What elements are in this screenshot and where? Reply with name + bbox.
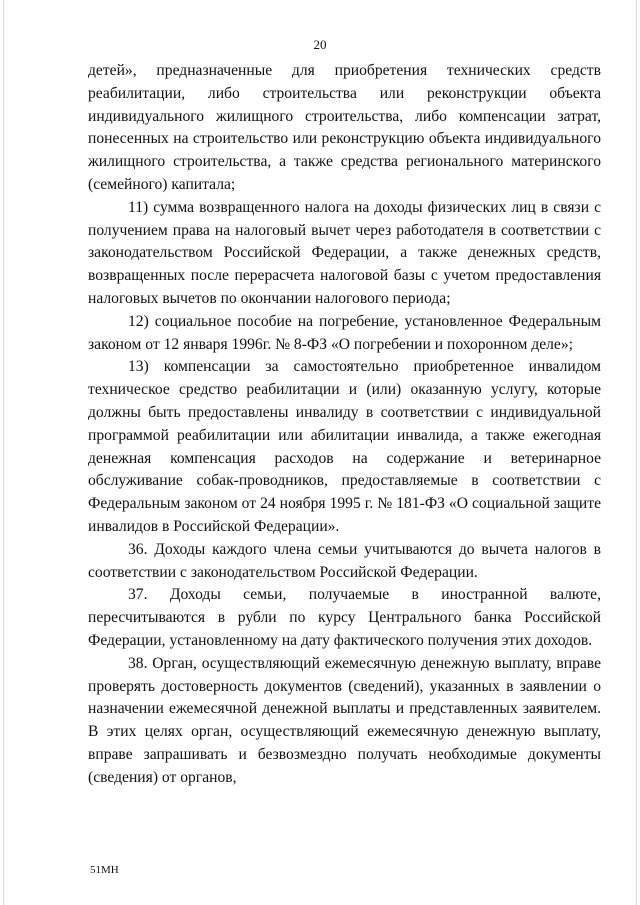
paragraph-item-13: 13) компенсации за самостоятельно приобретенное инвалидом техническое средство реабилитации и (или) оказанную услугу, которые должны быть предоставлены инвалиду в соответствии с индивидуальной программой реабилитации или абилитации инвалида, а также ежегодная денежная компенсация расходов на содержание и ветеринарное обслуживание собак-проводников, предоставляемые в соответствии с Федеральным законом от 24 ноября 1995 г. № 181-ФЗ «О социальной защите инвалидов в Российской Федерации». <box>88 358 601 535</box>
paragraph-item-12: 12) социальное пособие на погребение, установленное Федеральным законом от 12 января 1996г. № 8-ФЗ «О погребении и похоронном деле»; <box>88 312 601 353</box>
paragraph-continuation: детей», предназначенные для приобретения технических средств реабилитации, либо строительства или реконструкции объекта индивидуального жилищного строительства, либо компенсации затрат, понесенных на строительство или реконструкцию объекта индивидуального жилищного строительства, а также средства регионального материнского (семейного) капитала; <box>88 62 601 193</box>
paragraph-item-37: 37. Доходы семьи, получаемые в иностранной валюте, пересчитываются в рубли по курсу Центрального банка Российской Федерации, установленному на дату фактического получения этих доходов. <box>88 586 601 649</box>
scan-edge-left <box>3 0 4 905</box>
paragraph-item-11: 11) сумма возвращенного налога на доходы физических лиц в связи с получением права на налоговый вычет через работодателя в соответствии с законодательством Российской Федерации, а также денежных средств, возвращенных после перерасчета налоговой базы с учетом предоставления налоговых вычетов по окончании налогового периода; <box>88 198 601 307</box>
page-number: 20 <box>313 37 327 52</box>
paragraph-item-38: 38. Орган, осуществляющий ежемесячную денежную выплату, вправе проверять достоверность документов (сведений), указанных в заявлении о назначении ежемесячной денежной выплаты и представленных заявителем. В этих целях орган, осуществляющий ежемесячную денежную выплату, вправе запрашивать и безвозмездно получать необходимые документы (сведения) от органов, <box>88 654 601 786</box>
document-code: 51МН <box>90 864 119 876</box>
paragraph-item-36: 36. Доходы каждого члена семьи учитываются до вычета налогов в соответствии с законодательством Российской Федерации. <box>88 540 601 581</box>
scan-edge-right <box>636 0 637 905</box>
document-body <box>88 60 601 790</box>
